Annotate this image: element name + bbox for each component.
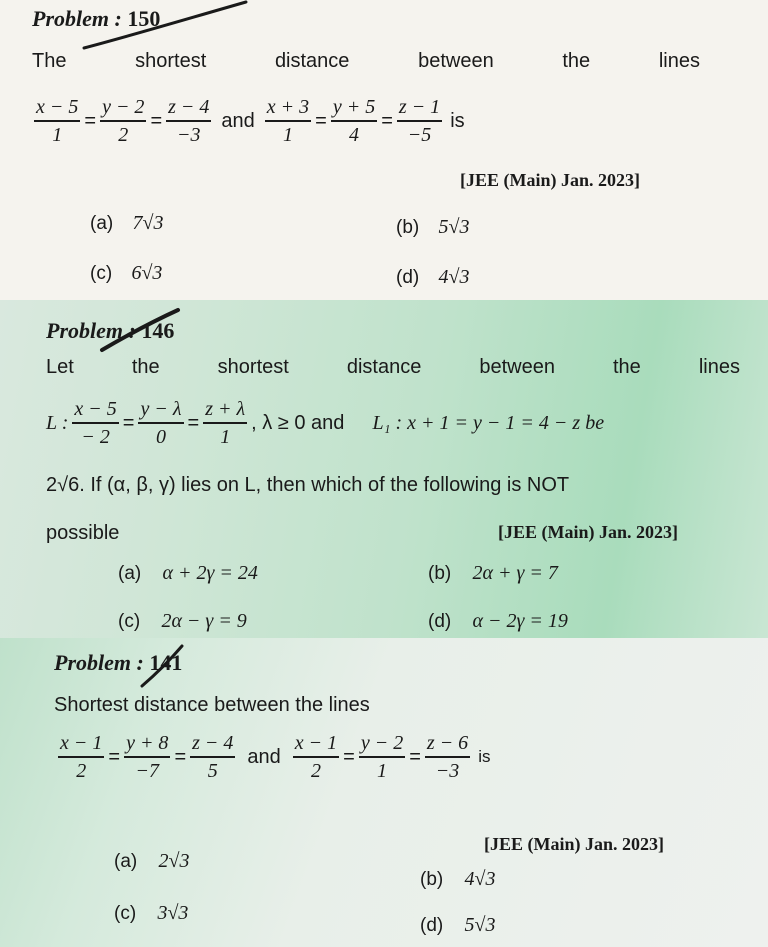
fraction: $\frac{z - 4}{5}$	[192, 732, 234, 782]
fraction: $\frac{y + 8}{-7}$	[126, 732, 169, 782]
problem-141-statement: Shortest distance between the lines	[54, 694, 370, 716]
option-label: (d)	[396, 267, 420, 288]
option-label: (a)	[114, 851, 138, 872]
option-label: (a)	[118, 563, 142, 584]
word: between	[418, 50, 494, 72]
fraction: $\frac{x - 1}{2}$	[60, 732, 103, 782]
problem-label: Problem :	[46, 318, 136, 343]
fraction: $\frac{x + 3}{1}$	[266, 96, 310, 146]
fraction: $\frac{x - 1}{2}$	[294, 732, 338, 782]
fraction: $\frac{z - 4}{-3}$	[168, 96, 210, 146]
option-d[interactable]	[428, 610, 568, 633]
fraction: $\frac{z - 6}{-3}$	[426, 732, 469, 782]
problem-number: 150	[127, 6, 161, 31]
word: lines	[658, 50, 700, 72]
word: shortest	[135, 50, 207, 72]
fraction: $\frac{y - 2}{2}$	[102, 96, 145, 146]
word: distance	[346, 356, 422, 378]
fraction: $\frac{x - 5}{1}$	[36, 96, 79, 146]
option-label: (c)	[118, 611, 141, 632]
problem-150-intro	[32, 50, 700, 73]
option-value: α − 2γ = 19	[472, 610, 568, 632]
option-b[interactable]	[420, 868, 496, 891]
option-c[interactable]	[118, 610, 247, 633]
ending-is: is	[450, 109, 465, 132]
problem-150-equation: $\frac{x - 5}{1}$ = $\frac{y - 2}{2}$ = $\frac{z - 4}{-3}$ and $\frac{x + 3}{1}$ = $\frac{y + 5}{4}$ = $\frac{z - 1}{-5}$ is	[36, 96, 465, 146]
option-label: (b)	[396, 217, 420, 238]
problem-150-section	[0, 0, 768, 300]
option-a[interactable]	[90, 212, 164, 235]
problem-141-section	[0, 638, 768, 947]
line-L1: L₁ : x + 1 = y − 1 = 4 − z be	[372, 411, 605, 434]
option-value: 4√3	[464, 868, 496, 890]
fraction: $\frac{z - 1}{-5}$	[398, 96, 441, 146]
problem-146-text-end: possible	[46, 522, 120, 544]
connector-and: and	[247, 745, 281, 768]
fraction: $\frac{y + 5}{4}$	[332, 96, 376, 146]
problem-146-text: 2√6. If (α, β, γ) lies on L, then which of the following is NOT	[46, 474, 570, 496]
option-b[interactable]	[396, 216, 470, 239]
word: the	[612, 356, 641, 378]
option-value: α + 2γ = 24	[162, 562, 258, 584]
option-label: (a)	[90, 213, 114, 234]
option-label: (b)	[420, 869, 444, 890]
fraction: $\frac{x - 5}{- 2}$	[74, 398, 117, 448]
line-label: L :	[46, 411, 69, 434]
word: the	[562, 50, 591, 72]
problem-label: Problem :	[32, 6, 122, 31]
option-value: 5√3	[438, 216, 470, 238]
source-tag: [JEE (Main) Jan. 2023]	[484, 834, 664, 854]
pen-stroke-mark	[96, 306, 186, 356]
option-a[interactable]	[114, 850, 190, 873]
option-a[interactable]	[118, 562, 258, 585]
option-value: 5√3	[464, 914, 496, 936]
option-c[interactable]	[90, 262, 162, 285]
option-b[interactable]	[428, 562, 558, 585]
fraction: $\frac{z + \lambda}{1}$	[205, 398, 246, 448]
fraction: $\frac{y - 2}{1}$	[360, 732, 404, 782]
option-c[interactable]	[114, 902, 188, 925]
problem-label: Problem :	[54, 650, 144, 675]
word: lines	[698, 356, 740, 378]
problem-number: 146	[141, 318, 175, 343]
fraction: $\frac{y - \lambda}{0}$	[140, 398, 182, 448]
pen-stroke-mark	[80, 0, 250, 55]
problem-141-equation: $\frac{x - 1}{2}$ = $\frac{y + 8}{-7}$ = $\frac{z - 4}{5}$ and $\frac{x - 1}{2}$ = $\frac{y - 2}{1}$ = $\frac{z - 6}{-3}$ is	[60, 732, 491, 782]
word: distance	[274, 50, 350, 72]
option-d[interactable]	[420, 914, 496, 937]
source-tag: [JEE (Main) Jan. 2023]	[460, 170, 640, 190]
condition-text: , λ ≥ 0 and	[251, 411, 345, 434]
option-label: (b)	[428, 563, 452, 584]
option-value: 3√3	[157, 902, 189, 924]
problem-number: 141	[149, 650, 183, 675]
option-label: (c)	[114, 903, 137, 924]
word: The	[32, 50, 67, 72]
option-value: 2√3	[158, 850, 190, 872]
pen-stroke-mark	[138, 642, 188, 692]
word: between	[479, 356, 555, 378]
problem-146-section	[0, 300, 768, 638]
option-value: 6√3	[131, 262, 163, 284]
word: the	[131, 356, 160, 378]
word: shortest	[217, 356, 289, 378]
option-label: (d)	[428, 611, 452, 632]
option-value: 4√3	[438, 266, 470, 288]
problem-146-equation: L : $\frac{x - 5}{- 2}$ = $\frac{y - \lambda}{0}$ = $\frac{z + \lambda}{1}$ , λ ≥ 0 and L₁ : x + 1 = y − 1 = 4 − z be	[46, 398, 605, 448]
option-value: 7√3	[132, 212, 164, 234]
option-d[interactable]	[396, 266, 470, 289]
problem-146-intro	[46, 356, 740, 379]
source-tag: [JEE (Main) Jan. 2023]	[498, 522, 678, 542]
word: Let	[46, 356, 74, 378]
option-value: 2α − γ = 9	[161, 610, 247, 632]
connector-and: and	[221, 109, 255, 132]
option-value: 2α + γ = 7	[472, 562, 558, 584]
ending-is: is	[478, 747, 491, 766]
option-label: (c)	[90, 263, 113, 284]
option-label: (d)	[420, 915, 444, 936]
